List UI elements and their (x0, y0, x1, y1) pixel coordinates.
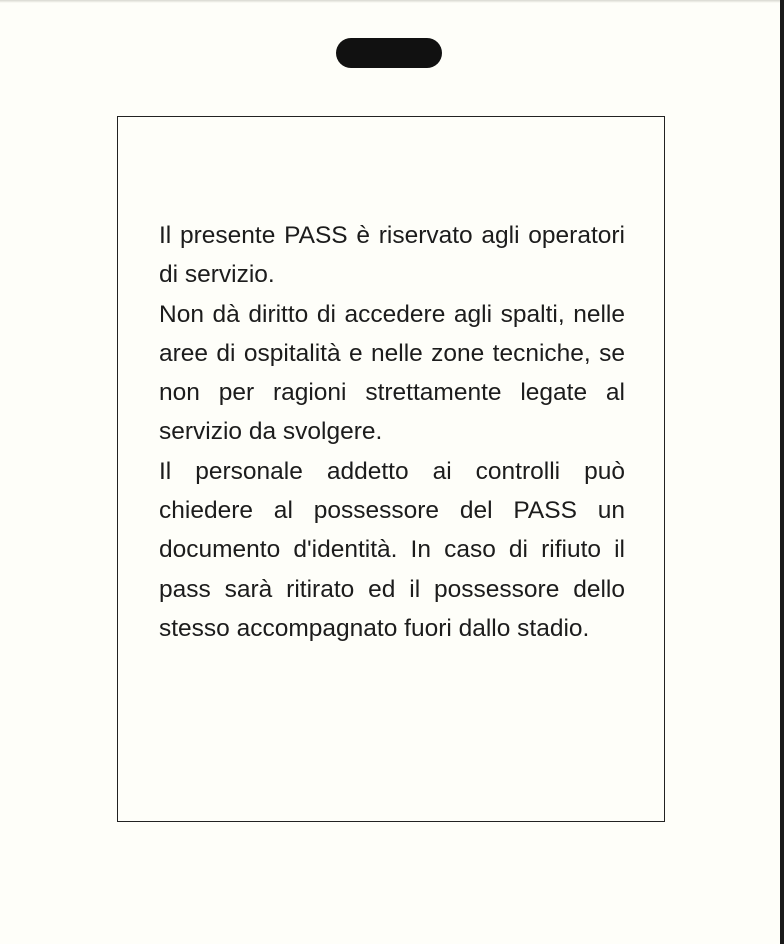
card-right-edge (780, 0, 784, 944)
notice-paragraph-controls: Il personale addetto ai controlli può chiedere al possessore del PASS un documento d'identità. In caso di rifiuto il pass sarà ritirato ed il possessore dello stesso accompagnato fuori dallo stadio. (159, 457, 625, 642)
notice-paragraph-reserved: Il presente PASS è riservato agli operatori di servizio. (159, 222, 625, 289)
card-top-edge (0, 0, 784, 3)
notice-text (159, 216, 625, 648)
lanyard-slot (336, 38, 442, 68)
notice-paragraph-access: Non dà diritto di accedere agli spalti, nelle aree di ospitalità e nelle zone tecniche, se non per ragioni strettamente legate al servizio da svolgere. (159, 300, 625, 446)
